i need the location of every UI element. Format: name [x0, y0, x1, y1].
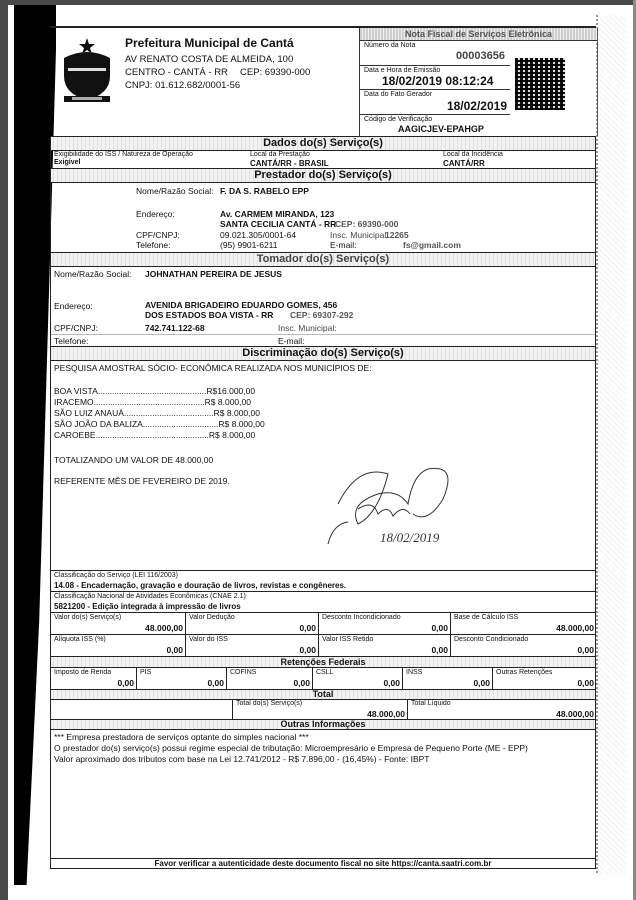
- municipality-address: AV RENATO COSTA DE ALMEIDA, 100: [125, 54, 294, 65]
- total-services-label: Total do(s) Serviço(s): [236, 700, 303, 707]
- divider: [407, 699, 408, 719]
- provider-name: F. DA S. RABELO EPP: [220, 186, 309, 196]
- provider-municipal-label: Insc. Municipal:: [330, 230, 389, 240]
- description-item: BOA VISTA..............................................R$16.000,00: [54, 386, 256, 396]
- deduction-value: 0,00: [299, 623, 316, 633]
- municipal-crest-icon: [58, 36, 116, 106]
- divider: [50, 334, 596, 335]
- iss-value-label: Valor do ISS: [189, 636, 228, 643]
- income-tax-label: Imposto de Renda: [54, 669, 112, 676]
- service-value-label: Valor do(s) Serviço(s): [54, 614, 122, 621]
- fact-date: 18/02/2019: [446, 99, 507, 113]
- provider-address-line1: Av. CARMEM MIRANDA, 123: [220, 209, 335, 219]
- iss-withheld-label: Valor ISS Retido: [322, 636, 374, 643]
- customer-header: Tomador do(s) Serviço(s): [50, 252, 596, 267]
- unconditional-discount-value: 0,00: [431, 623, 448, 633]
- divider: [226, 667, 227, 689]
- invoice-number-label: Número da Nota: [364, 42, 416, 49]
- incidence-value: CANTÁ/RR: [443, 159, 485, 168]
- net-total-label: Total Líquido: [411, 700, 451, 707]
- cnae-label: Classificação Nacional de Atividades Econômicas (CNAE 2.1): [54, 593, 246, 600]
- invoice-title: Nota Fiscal de Serviços Eletrônica: [360, 28, 597, 41]
- scan-edge: [596, 15, 598, 875]
- customer-name-label: Nome/Razão Social:: [54, 269, 132, 279]
- iss-withheld-value: 0,00: [431, 645, 448, 655]
- description-reference: REFERENTE MÊS DE FEVEREIRO DE 2019.: [54, 476, 230, 486]
- provider-municipal: 12265: [385, 230, 409, 240]
- customer-address-line1: AVENIDA BRIGADEIRO EDUARDO GOMES, 456: [145, 300, 338, 310]
- total-header: Total: [50, 689, 596, 700]
- description-item: IRACEMO...............................................R$ 8.000,00: [54, 397, 251, 407]
- municipality-name: Prefeitura Municipal de Cantá: [125, 36, 294, 50]
- verification-code: AAGICJEV-EPAHGP: [398, 124, 484, 134]
- other-withholdings-value: 0,00: [577, 678, 594, 688]
- customer-email-label: E-mail:: [278, 336, 305, 346]
- verification-footer-text[interactable]: Favor verificar a autenticidade deste documento fiscal no site https://canta.saatri.com.br: [154, 859, 492, 868]
- description-item: SÃO JOÃO DA BALIZA................................R$ 8.000,00: [54, 419, 265, 429]
- customer-name: JOHNATHAN PEREIRA DE JESUS: [145, 269, 282, 279]
- divider: [360, 114, 510, 115]
- scan-noise: [598, 15, 626, 875]
- other-info-line: O prestador do(s) serviço(s) possui regime especial de tributação: Microempresário e Empresa de Pequeno Porte (ME - EPP): [54, 743, 528, 753]
- signature-icon: [318, 444, 468, 554]
- iss-value: 0,00: [299, 645, 316, 655]
- customer-address-label: Endereço:: [54, 301, 93, 311]
- divider: [360, 65, 510, 66]
- provider-phone-label: Telefone:: [136, 240, 171, 250]
- divider: [50, 612, 596, 613]
- pis-label: PIS: [140, 669, 152, 676]
- invoice-info-box: [359, 28, 598, 136]
- cofins-value: 0,00: [293, 678, 310, 688]
- provider-email: fs@gmail.com: [403, 240, 461, 250]
- divider: [402, 667, 403, 689]
- income-tax-value: 0,00: [117, 678, 134, 688]
- divider: [50, 591, 596, 592]
- border-right: [595, 136, 596, 869]
- divider: [50, 634, 596, 635]
- invoice-document: [50, 26, 596, 876]
- iss-rate-value: 0,00: [166, 645, 183, 655]
- municipality-district: CENTRO - CANTÁ - RR: [125, 67, 228, 78]
- border-left: [50, 136, 51, 869]
- pis-value: 0,00: [207, 678, 224, 688]
- other-withholdings-label: Outras Retenções: [496, 669, 553, 676]
- divider: [232, 699, 233, 719]
- inss-label: INSS: [406, 669, 423, 676]
- net-total-value: 48.000,00: [556, 709, 594, 719]
- nature-value: Exigível: [54, 159, 81, 166]
- conditional-discount-label: Desconto Condicionado: [454, 636, 529, 643]
- customer-cep: CEP: 69307-292: [290, 310, 354, 320]
- issue-datetime: 18/02/2019 08:12:24: [382, 74, 494, 88]
- description-total: TOTALIZANDO UM VALOR DE 48.000,00: [54, 455, 214, 465]
- service-class-label: Classificação do Serviço (LEI 116/2003): [54, 572, 178, 579]
- customer-address-line2: DOS ESTADOS BOA VISTA - RR: [145, 310, 274, 320]
- customer-municipal-label: Insc. Municipal:: [278, 323, 337, 333]
- signature-date: 18/02/2019: [380, 530, 440, 545]
- incidence-label: Local da Incidência: [443, 151, 503, 158]
- provider-address-label: Endereço:: [136, 209, 175, 219]
- viewer-frame-left: [0, 0, 8, 900]
- conditional-discount-value: 0,00: [577, 645, 594, 655]
- iss-base-value: 48.000,00: [556, 623, 594, 633]
- municipality-cnpj: CNPJ: 01.612.682/0001-56: [125, 80, 241, 91]
- divider: [360, 89, 510, 90]
- description-header: Discriminação do(s) Serviço(s): [50, 346, 596, 361]
- deduction-label: Valor Dedução: [189, 614, 235, 621]
- verification-footer[interactable]: [50, 858, 596, 869]
- csll-label: CSLL: [316, 669, 334, 676]
- provider-cnpj-label: CPF/CNPJ:: [136, 230, 180, 240]
- description-item: CAROEBE................................................R$ 8.000,00: [54, 430, 256, 440]
- service-value: 48.000,00: [145, 623, 183, 633]
- total-services-value: 48.000,00: [367, 709, 405, 719]
- customer-phone-label: Telefone:: [54, 336, 89, 346]
- inss-value: 0,00: [473, 678, 490, 688]
- issue-label: Data e Hora de Emissão: [364, 67, 441, 74]
- provider-header: Prestador do(s) Serviço(s): [50, 168, 596, 183]
- place-value: CANTÁ/RR - BRASIL: [250, 159, 329, 168]
- viewer-frame-top: [0, 0, 636, 5]
- divider: [492, 667, 493, 689]
- customer-cpf-label: CPF/CNPJ:: [54, 323, 98, 333]
- unconditional-discount-label: Desconto Incondicionado: [322, 614, 401, 621]
- provider-phone: (95) 9901-6211: [220, 240, 278, 250]
- municipality-cep: CEP: 69390-000: [240, 67, 311, 78]
- iss-rate-label: Alíquota ISS (%): [54, 636, 106, 643]
- other-info-line: *** Empresa prestadora de serviços optante do simples nacional ***: [54, 732, 309, 742]
- place-label: Local da Prestação: [250, 151, 310, 158]
- cnae-value: 5821200 - Edição integrada à impressão de livros: [54, 602, 241, 611]
- federal-header: Retenções Federais: [50, 656, 596, 668]
- provider-cep: CEP: 69390-000: [335, 219, 399, 229]
- divider: [50, 570, 596, 571]
- qr-code-icon[interactable]: [515, 58, 565, 110]
- service-data-header: Dados do(s) Serviço(s): [50, 136, 596, 151]
- invoice-number: 00003656: [456, 50, 505, 62]
- provider-name-label: Nome/Razão Social:: [136, 186, 214, 196]
- other-info-line: Valor aproximado dos tributos com base na Lei 12.741/2012 - R$ 7.896,00 - (16,45%) - Fonte: IBPT: [54, 754, 430, 764]
- provider-address-line2: SANTA CECILIA CANTÁ - RR: [220, 219, 337, 229]
- fact-date-label: Data do Fato Gerador: [364, 91, 433, 98]
- provider-email-label: E-mail:: [330, 240, 357, 250]
- cofins-label: COFINS: [230, 669, 257, 676]
- iss-base-label: Base de Cálculo ISS: [454, 614, 519, 621]
- customer-cpf: 742.741.122-68: [145, 323, 205, 333]
- nature-label: Exigibilidade do ISS / Natureza de Operação: [54, 151, 193, 158]
- verification-label: Código de Verificação: [364, 116, 433, 123]
- divider: [136, 667, 137, 689]
- description-intro: PESQUISA AMOSTRAL SÓCIO- ECONÔMICA REALIZADA NOS MUNICÍPIOS DE:: [54, 363, 372, 373]
- provider-cnpj: 09.021.305/0001-64: [220, 230, 297, 240]
- description-item: SÃO LUIZ ANAUÁ......................................R$ 8.000,00: [54, 408, 260, 418]
- other-info-header: Outras Informações: [50, 719, 596, 730]
- divider: [312, 667, 313, 689]
- csll-value: 0,00: [383, 678, 400, 688]
- service-class-value: 14.08 - Encadernação, gravação e douração de livros, revistas e congêneres.: [54, 581, 347, 590]
